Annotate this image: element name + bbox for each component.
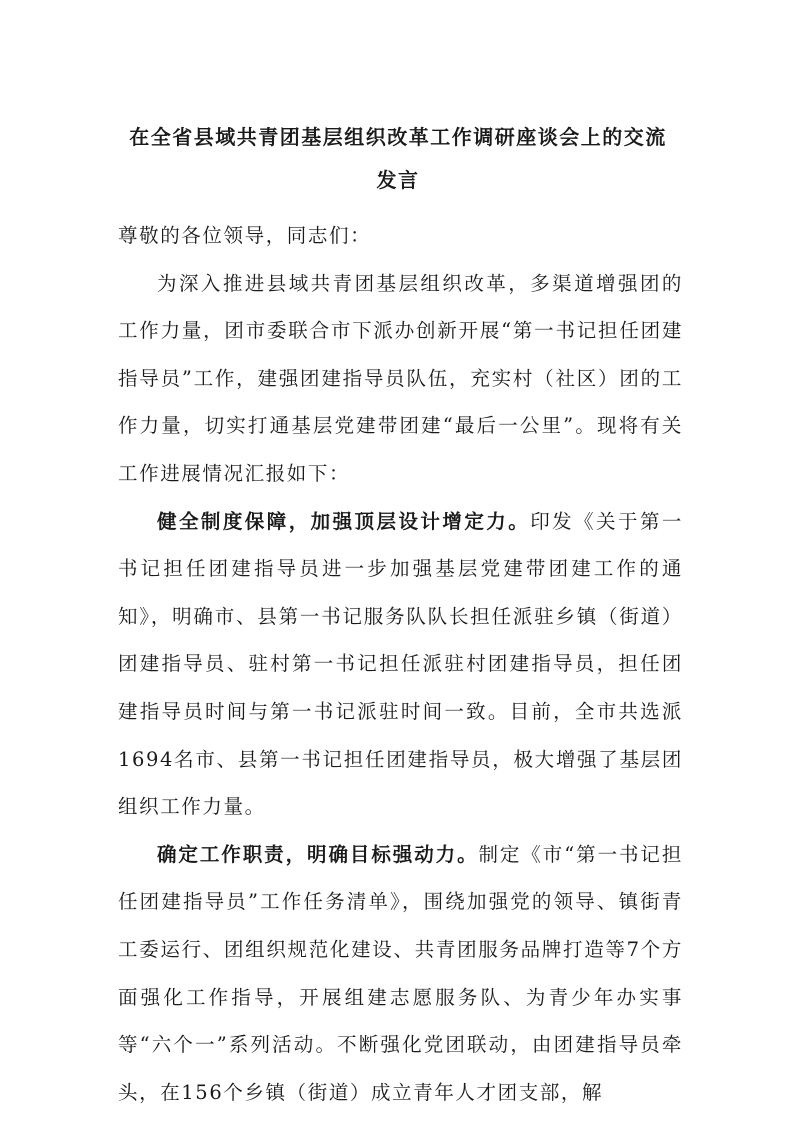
paragraph-intro-text: 为深入推进县域共青团基层组织改革，多渠道增强团的工作力量，团市委联合市下派办创新开展“第一书记担任团建指导员”工作，建强团建指导员队伍，充实村（社区）团的工作力量，切实打通基层党建带团建“最后一公里”。现将有关工作进展情况汇报如下： bbox=[118, 271, 683, 485]
document-title-line-1: 在全省县域共青团基层组织改革工作调研座谈会上的交流 bbox=[129, 125, 667, 149]
document-title-line-2: 发言 bbox=[376, 168, 420, 192]
paragraph-work-duties bbox=[118, 831, 683, 1117]
document-body bbox=[118, 212, 683, 1116]
paragraph-work-duties-heading: 确定工作职责，明确目标强动力。 bbox=[157, 842, 479, 866]
paragraph-system-guarantee-text: 印发《关于第一书记担任团建指导员进一步加强基层党建带团建工作的通知》，明确市、县第一书记服务队队长担任派驻乡镇（街道）团建指导员、驻村第一书记担任派驻村团建指导员，担任团建指导员时间与第一书记派驻时间一致。目前，全市共选派1694名市、县第一书记担任团建指导员，极大增强了基层团组织工作力量。 bbox=[118, 509, 683, 819]
salutation: 尊敬的各位领导，同志们： bbox=[118, 224, 372, 247]
paragraph-system-guarantee-heading: 健全制度保障，加强顶层设计增定力。 bbox=[157, 509, 531, 533]
paragraph-system-guarantee bbox=[118, 498, 683, 831]
paragraph-intro bbox=[118, 260, 683, 498]
paragraph-work-duties-text: 制定《市“第一书记担任团建指导员”工作任务清单》，围绕加强党的领导、镇街青工委运行、团组织规范化建设、共青团服务品牌打造等7个方面强化工作指导，开展组建志愿服务队、为青少年办实事等“六个一”系列活动。不断强化党团联动，由团建指导员牵头，在156个乡镇（街道）成立青年人才团支部，解 bbox=[118, 842, 683, 1104]
